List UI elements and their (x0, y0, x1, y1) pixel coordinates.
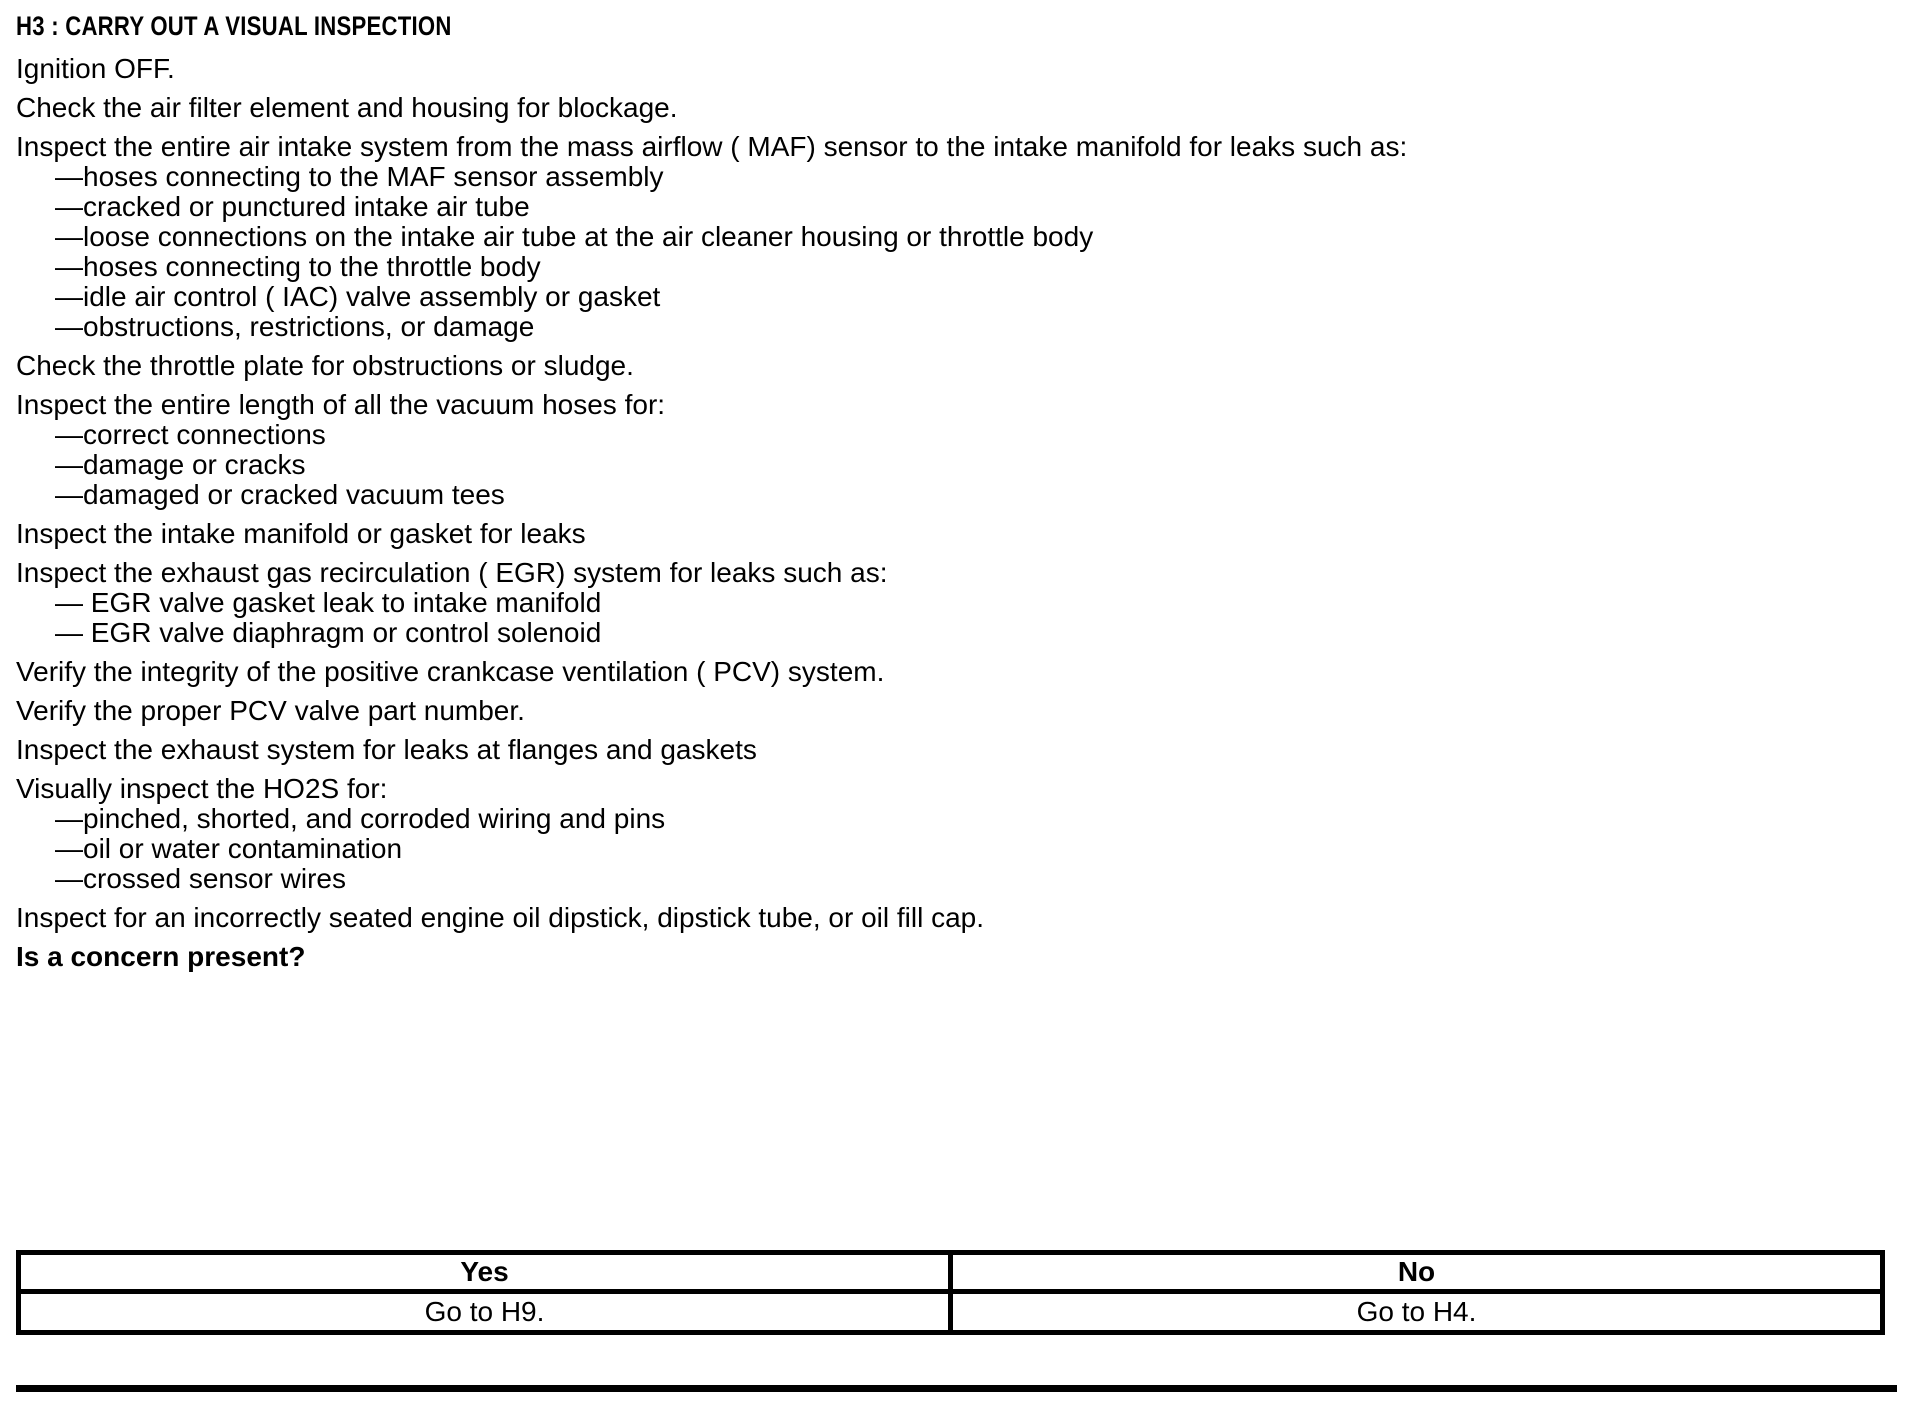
step-text: Inspect the exhaust system for leaks at flanges and gaskets (16, 734, 757, 765)
section-heading-text: H3 : CARRY OUT A VISUAL INSPECTION (16, 11, 452, 41)
substep-text: —damaged or cracked vacuum tees (55, 479, 505, 510)
step-text: Ignition OFF. (16, 53, 175, 84)
step-text: Inspect the intake manifold or gasket for leaks (16, 518, 586, 549)
step-text: Inspect the entire air intake system from the mass airflow ( MAF) sensor to the intake manifold for leaks such as: (16, 131, 1408, 162)
yes-action-cell: Go to H9. (19, 1292, 951, 1333)
no-column-header: No (951, 1253, 1883, 1292)
step-text: Check the throttle plate for obstructions or sludge. (16, 350, 634, 381)
substep-text: —damage or cracks (55, 449, 306, 480)
substep-text: —idle air control ( IAC) valve assembly or gasket (55, 281, 661, 312)
step-text: Inspect the entire length of all the vacuum hoses for: (16, 389, 666, 420)
substep-text: —pinched, shorted, and corroded wiring and pins (55, 803, 666, 834)
yes-column-header: Yes (19, 1253, 951, 1292)
decision-table (16, 1250, 1885, 1335)
step-text: Visually inspect the HO2S for: (16, 773, 388, 804)
question-text: Is a concern present? (16, 941, 306, 972)
substep-text: —crossed sensor wires (55, 863, 346, 894)
step-text: Inspect the exhaust gas recirculation ( EGR) system for leaks such as: (16, 557, 888, 588)
substep-text: — EGR valve gasket leak to intake manifold (55, 587, 602, 618)
page-divider-rule (16, 1385, 1897, 1392)
substep-text: —hoses connecting to the throttle body (55, 251, 541, 282)
substep-text: —oil or water contamination (55, 833, 403, 864)
substep-text: —hoses connecting to the MAF sensor assembly (55, 161, 664, 192)
decision-table-header-row (19, 1253, 1883, 1292)
substep-text: —cracked or punctured intake air tube (55, 191, 530, 222)
step-text: Verify the proper PCV valve part number. (16, 695, 525, 726)
no-action-cell: Go to H4. (951, 1292, 1883, 1333)
section-heading (16, 12, 1904, 40)
substep-text: —correct connections (55, 419, 326, 450)
decision-table-action-row (19, 1292, 1883, 1333)
step-text: Verify the integrity of the positive crankcase ventilation ( PCV) system. (16, 656, 885, 687)
substep-text: —loose connections on the intake air tube at the air cleaner housing or throttle body (55, 221, 1094, 252)
substep-text: —obstructions, restrictions, or damage (55, 311, 535, 342)
step-text: Check the air filter element and housing for blockage. (16, 92, 678, 123)
step-text: Inspect for an incorrectly seated engine oil dipstick, dipstick tube, or oil fill cap. (16, 902, 985, 933)
substep-text: — EGR valve diaphragm or control solenoid (55, 617, 602, 648)
